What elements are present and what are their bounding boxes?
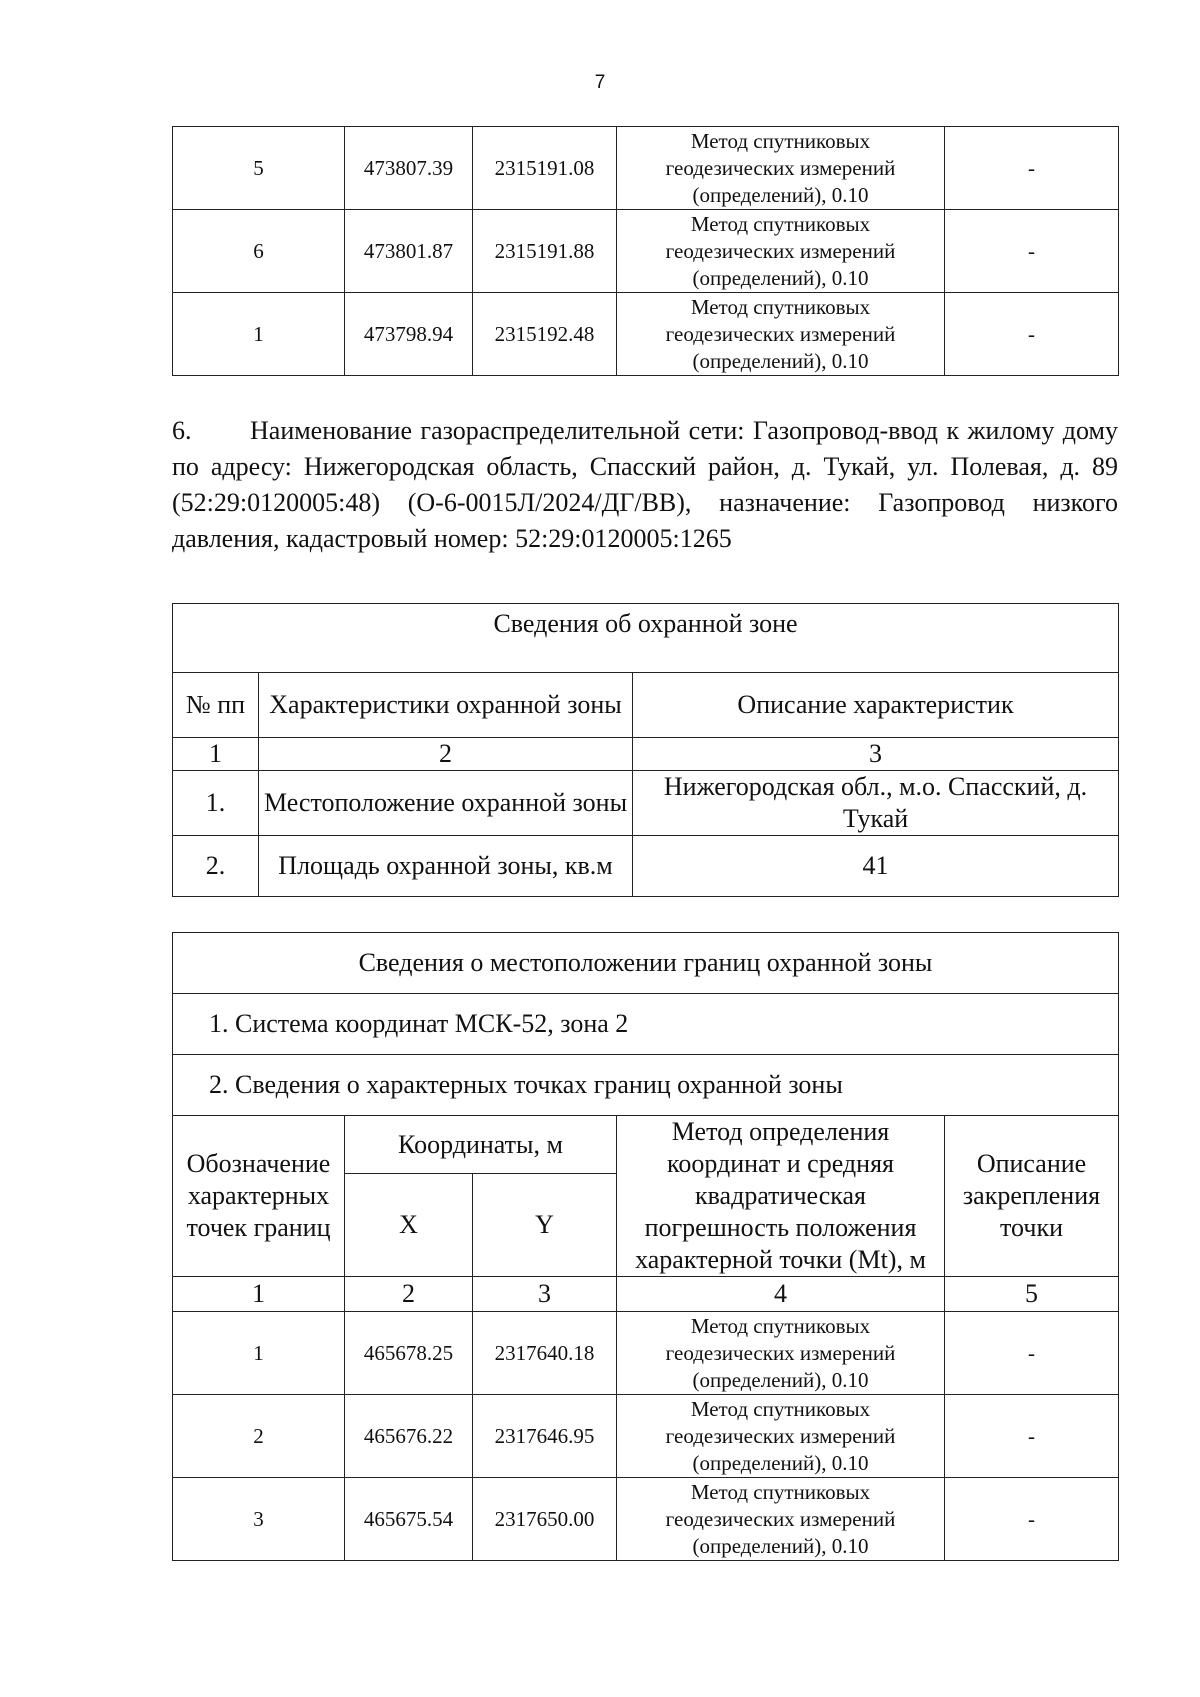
method-line: Метод спутниковых	[690, 128, 871, 153]
column-header: Метод определения координат и средняя квадратическая погрешность положения характерной точки (Mt), м	[617, 1116, 945, 1277]
fix-cell: -	[945, 1478, 1119, 1561]
table-row	[173, 1478, 1119, 1561]
method-line: (определений), 0.10	[692, 265, 869, 290]
y-cell: 2315191.88	[473, 210, 617, 293]
point-cell: 3	[173, 1478, 345, 1561]
x-cell: 473798.94	[345, 293, 473, 376]
y-cell: 2317640.18	[473, 1312, 617, 1395]
table-row	[173, 210, 1119, 293]
row-number: 2.	[173, 836, 259, 897]
method-line: Метод спутниковых	[690, 211, 871, 236]
fix-cell: -	[945, 210, 1119, 293]
section-text: Наименование газораспределительной сети: Газопровод-ввод к жилому дому по адресу: Нижегородская область, Спасский район, д. Тукай, ул. Полевая, д. 89 (52:29:0120005:48) (О-6-0015Л/2024/ДГ/ВВ), назначение: Газопровод низкого давления, кадастровый номер: 52:29:0120005:1265	[172, 416, 1118, 553]
x-cell: 465676.22	[345, 1395, 473, 1478]
column-header: Характеристики охранной зоны	[259, 673, 633, 738]
characteristic-cell: Площадь охранной зоны, кв.м	[259, 836, 633, 897]
fix-cell: -	[945, 127, 1119, 210]
fix-cell: -	[945, 1395, 1119, 1478]
column-header: Координаты, м	[345, 1116, 617, 1174]
method-line: геодезических измерений	[665, 1340, 896, 1365]
column-index: 2	[345, 1277, 473, 1312]
point-cell: 2	[173, 1395, 345, 1478]
column-header: № пп	[173, 673, 259, 738]
table-row	[173, 127, 1119, 210]
coordinate-system: 1. Система координат МСК-52, зона 2	[173, 994, 1119, 1055]
method-line: геодезических измерений	[665, 155, 896, 180]
method-cell	[617, 127, 945, 210]
fix-cell: -	[945, 293, 1119, 376]
method-line: Метод спутниковых	[690, 1313, 871, 1338]
x-cell: 473801.87	[345, 210, 473, 293]
method-line: (определений), 0.10	[692, 1367, 869, 1392]
method-line: (определений), 0.10	[692, 1533, 869, 1558]
y-cell: 2317646.95	[473, 1395, 617, 1478]
y-cell: 2315192.48	[473, 293, 617, 376]
column-index: 4	[617, 1277, 945, 1312]
table-row	[173, 771, 1119, 836]
x-cell: 465675.54	[345, 1478, 473, 1561]
x-cell: 473807.39	[345, 127, 473, 210]
boundary-points-table	[172, 932, 1119, 1561]
x-cell: 465678.25	[345, 1312, 473, 1395]
method-line: (определений), 0.10	[692, 182, 869, 207]
method-line: (определений), 0.10	[692, 348, 869, 373]
y-cell: 2317650.00	[473, 1478, 617, 1561]
table-row	[173, 293, 1119, 376]
method-line: геодезических измерений	[665, 1506, 896, 1531]
method-line: геодезических измерений	[665, 1423, 896, 1448]
point-cell: 6	[173, 210, 345, 293]
description-cell: Нижегородская обл., м.о. Спасский, д. Тукай	[633, 771, 1119, 836]
column-header: Описание закрепления точки	[945, 1116, 1119, 1277]
method-cell	[617, 210, 945, 293]
method-cell	[617, 1395, 945, 1478]
table-title: Сведения об охранной зоне	[173, 604, 1119, 673]
method-cell	[617, 1312, 945, 1395]
row-number: 1.	[173, 771, 259, 836]
section-paragraph	[172, 413, 1118, 557]
table-row	[173, 836, 1119, 897]
method-line: Метод спутниковых	[690, 294, 871, 319]
description-cell: 41	[633, 836, 1119, 897]
column-index: 3	[473, 1277, 617, 1312]
point-cell: 5	[173, 127, 345, 210]
column-header: X	[345, 1174, 473, 1277]
column-header: Описание характеристик	[633, 673, 1119, 738]
method-line: геодезических измерений	[665, 321, 896, 346]
method-cell	[617, 293, 945, 376]
characteristic-cell: Местоположение охранной зоны	[259, 771, 633, 836]
table-title: Сведения о местоположении границ охранной зоны	[173, 933, 1119, 994]
point-cell: 1	[173, 1312, 345, 1395]
method-line: Метод спутниковых	[690, 1479, 871, 1504]
method-line: Метод спутниковых	[690, 1396, 871, 1421]
column-index: 3	[633, 738, 1119, 771]
table-row	[173, 1312, 1119, 1395]
top-coordinates-table	[172, 126, 1119, 376]
table-row	[173, 1395, 1119, 1478]
column-index: 1	[173, 1277, 345, 1312]
points-section-title: 2. Сведения о характерных точках границ охранной зоны	[173, 1055, 1119, 1116]
column-index: 1	[173, 738, 259, 771]
column-index: 2	[259, 738, 633, 771]
method-line: геодезических измерений	[665, 238, 896, 263]
point-cell: 1	[173, 293, 345, 376]
page-number: 7	[594, 72, 606, 93]
zone-info-table	[172, 603, 1119, 897]
fix-cell: -	[945, 1312, 1119, 1395]
column-header: Y	[473, 1174, 617, 1277]
section-number: 6.	[172, 416, 192, 445]
y-cell: 2315191.08	[473, 127, 617, 210]
column-index: 5	[945, 1277, 1119, 1312]
method-cell	[617, 1478, 945, 1561]
column-header: Обозначение характерных точек границ	[173, 1116, 345, 1277]
method-line: (определений), 0.10	[692, 1450, 869, 1475]
